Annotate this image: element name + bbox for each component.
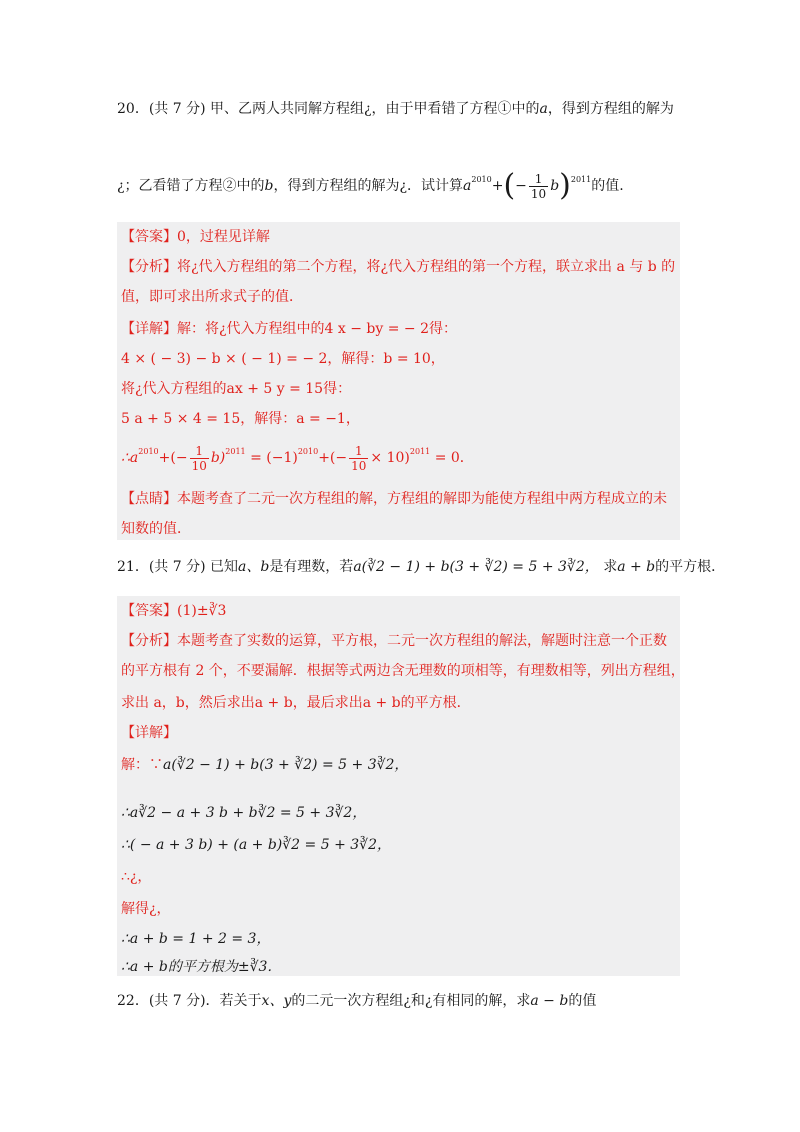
q20-answer-box — [117, 222, 680, 540]
q21-d3-text: ∴( − a + 3 b) + (a + b)∛2 = 5 + 3∛2， — [121, 837, 391, 853]
q20-d5-exp2: 2011 — [225, 447, 246, 456]
q21-d2-text: ∴a∛2 − a + 3 b + b∛2 = 5 + 3∛2， — [121, 805, 367, 821]
q21-detail-head: 【详解】 — [121, 725, 177, 741]
q20-detail-2-text: 4 × ( − 3) − b × ( − 1) = − 2，解得：b = 10， — [121, 351, 445, 367]
q20-answer: 【答案】0，过程见详解 — [121, 229, 270, 245]
q20-stem-line2: ¿；乙看错了方程②中的b，得到方程组的解为¿．试计算$a^{2010}+(-$ $\frac{1}{10}$ b)$^{2011}$的值. — [117, 168, 624, 203]
q20-d5-b: +(− — [158, 450, 188, 466]
q20-comment-2: 知数的值． — [121, 521, 191, 537]
q20-expr-exp1: 2010 — [471, 175, 492, 184]
q20-detail-1: 【详解】解：将¿代入方程组中的4 x − by = − 2得： — [121, 321, 457, 337]
q20-left-paren: ( — [503, 168, 516, 203]
q20-d5-frac2 — [349, 444, 368, 473]
q21-stem — [117, 556, 725, 576]
q20-detail-3: 将¿代入方程组的ax + 5 y = 15得： — [121, 381, 352, 397]
q21-analysis-2: 的平方根有 2 个，不要漏解．根据等式两边含无理数的项相等，有理数相等，列出方程组， — [121, 663, 685, 679]
q21-stem-vars: a、b — [238, 559, 270, 575]
q20-stem-text: 20．(共 7 分) 甲、乙两人共同解方程组¿，由于甲看错了方程①中的 — [117, 101, 540, 117]
q20-detail-2 — [121, 348, 445, 368]
q20-expr-plus: + — [491, 178, 504, 194]
q21-d1-pre: 解：∵ — [121, 757, 163, 773]
q20-stem2-end: 的值. — [591, 178, 624, 194]
q21-stem-pre: 21．(共 7 分) 已知 — [117, 559, 238, 575]
q20-d5-e: +(− — [318, 450, 348, 466]
q21-analysis-1: 【分析】本题考查了实数的运算，平方根，二元一次方程组的解法，解题时注意一个正数 — [121, 633, 667, 649]
q20-analysis-1: 【分析】将¿代入方程组的第二个方程，将¿代入方程组的第一个方程，联立求出 a 与 b 的 — [121, 259, 676, 275]
q20-frac-den: 10 — [530, 186, 547, 201]
q21-detail-6 — [121, 928, 270, 948]
q21-stem-end: 的平方根． — [655, 559, 726, 575]
q20-d5-num2: 1 — [349, 444, 368, 459]
q20-d5-frac — [190, 444, 209, 473]
q20-d5-exp4: 2011 — [409, 447, 431, 456]
q20-analysis-2: 值，即可求出所求式子的值． — [121, 289, 303, 305]
q20-d5-a: ∴a — [121, 450, 139, 466]
q21-detail-1 — [121, 754, 408, 774]
q21-answer: 【答案】(1)±∛3 — [121, 603, 227, 619]
q21-detail-5: 解得¿， — [121, 901, 171, 917]
q21-d6-text: ∴a + b = 1 + 2 = 3， — [121, 931, 271, 947]
q20-d5-den: 10 — [191, 458, 207, 473]
q20-detail-4: 5 a + 5 × 4 = 15，解得：a = −1， — [121, 411, 360, 427]
q21-answer-box — [117, 596, 685, 976]
q20-detail-5 — [121, 430, 474, 480]
q21-analysis-3: 求出 a，b，然后求出a + b，最后求出a + b的平方根． — [121, 695, 471, 711]
q20-var-a: a — [539, 101, 548, 117]
q21-d1-eq: a(∛2 − 1) + b(3 + ∛2) = 5 + 3∛2， — [163, 757, 409, 773]
q21-detail-4: ∴¿， — [121, 869, 152, 885]
q21-detail-3 — [121, 834, 391, 854]
q20-d5-c: b) — [210, 450, 226, 466]
q20-stem-line1 — [117, 98, 674, 118]
q20-d5-num: 1 — [190, 444, 209, 459]
q22-stem-end: 的值 — [568, 993, 597, 1009]
q20-stem-text-end: ，得到方程组的解为 — [547, 101, 674, 117]
q21-stem-ask: 求 — [598, 559, 618, 575]
q21-stem-mid: 是有理数，若 — [269, 559, 354, 575]
q22-stem — [117, 990, 596, 1010]
q20-stem2-mid: ，得到方程组的解为¿．试计算 — [273, 178, 463, 194]
q22-stem-pre: 22．(共 7 分)．若关于 — [117, 993, 262, 1009]
q20-d5-g: = 0． — [434, 450, 474, 466]
q20-d5-den2: 10 — [351, 458, 367, 473]
q21-detail-2 — [121, 802, 366, 822]
q20-frac-num: 1 — [529, 172, 548, 187]
q20-d5-exp3: 2010 — [297, 447, 319, 456]
q20-d5-exp1: 2010 — [138, 447, 159, 456]
q22-stem-vars: x、y — [261, 993, 292, 1009]
q20-comment-1: 【点睛】本题考查了二元一次方程组的解，方程组的解即为能使方程组中两方程成立的未 — [121, 491, 667, 507]
q21-stem-eq: a(∛2 − 1) + b(3 + ∛2) = 5 + 3∛2， — [353, 559, 599, 575]
q22-stem-expr: a − b — [530, 993, 569, 1009]
q21-stem-ab: a + b — [617, 559, 656, 575]
q21-detail-7 — [121, 956, 281, 976]
q20-fraction — [529, 172, 548, 201]
q20-d5-d: = (−1) — [250, 450, 298, 466]
q20-d5-f: × 10) — [370, 450, 410, 466]
q21-d7-text: ∴a + b的平方根为±∛3． — [121, 959, 282, 975]
q20-expr-exp2: 2011 — [570, 175, 592, 184]
q22-stem-mid: 的二元一次方程组¿和¿有相同的解，求 — [291, 993, 531, 1009]
q20-expr-base: a — [463, 178, 472, 194]
q20-var-b: b — [264, 178, 274, 194]
q20-right-paren: ) — [559, 168, 571, 203]
q20-stem2-pre: ¿；乙看错了方程②中的 — [117, 178, 265, 194]
q20-expr-b: b — [550, 178, 560, 194]
